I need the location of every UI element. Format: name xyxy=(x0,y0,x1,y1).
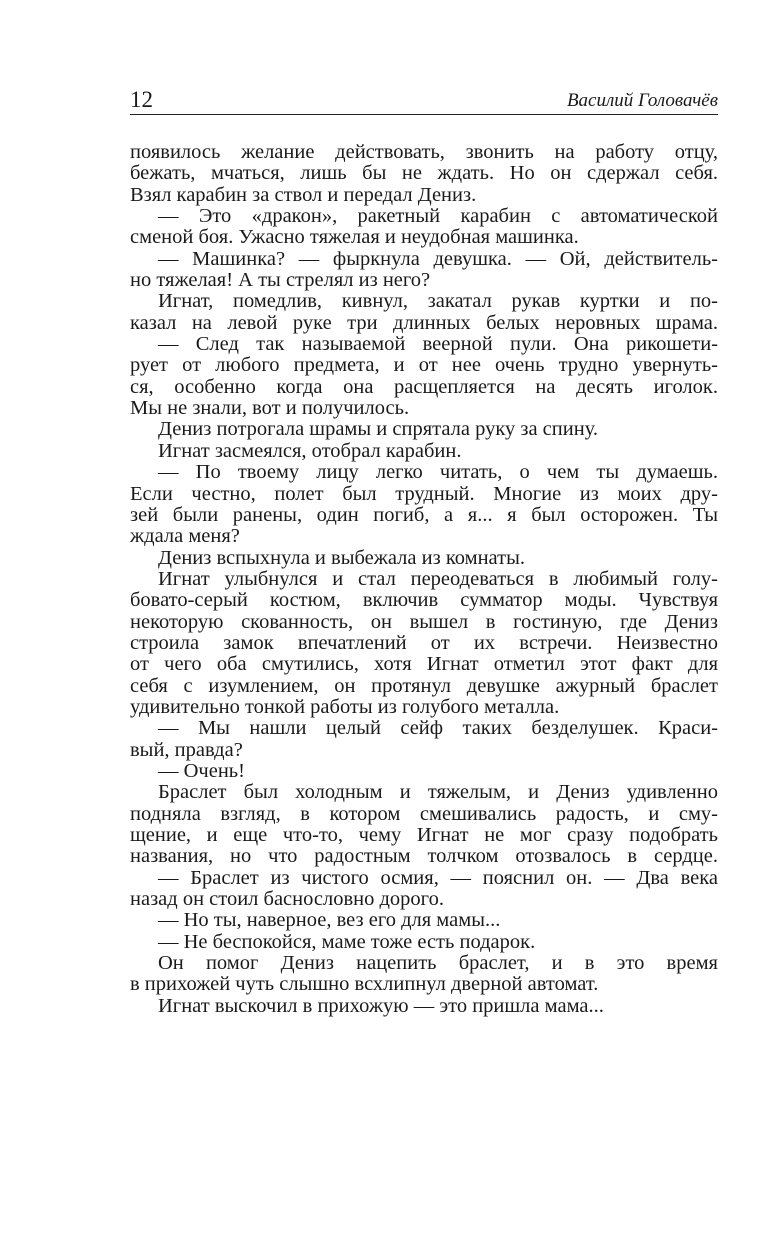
text-line: от чего оба смутились, хотя Игнат отметил этот факт для xyxy=(130,653,718,676)
text-line: вый, правда? xyxy=(130,738,243,761)
text-line: появилось желание действовать, звонить на работу отцу, xyxy=(130,141,718,163)
text-line: некоторую скованность, он вышел в гостиную, где Дениз xyxy=(130,610,718,633)
text-line: Игнат выскочил в прихожую — это пришла мама... xyxy=(158,994,604,1017)
text-line: Взял карабин за ствол и передал Дениз. xyxy=(130,183,477,206)
text-line: ся, особенно когда она расщепляется на десять иголок. xyxy=(130,375,718,398)
text-line: Он помог Дениз нацепить браслет, и в это время xyxy=(158,952,718,975)
text-line: — След так называемой веерной пули. Она рикошети- xyxy=(158,333,718,356)
text-line: — Не беспокойся, маме тоже есть подарок. xyxy=(158,930,536,953)
text-line: названия, но что радостным толчком отозвалось в сердце. xyxy=(130,845,718,868)
text-line: — Очень! xyxy=(158,759,245,782)
text-line: Если честно, полет был трудный. Многие из моих дру- xyxy=(130,482,718,505)
text-line: ждала меня? xyxy=(130,525,240,548)
text-line: казал на левой руке три длинных белых неровных шрама. xyxy=(130,311,718,334)
running-header xyxy=(130,86,718,115)
text-line: — По твоему лицу легко читать, о чем ты думаешь. xyxy=(158,461,718,484)
text-line: Браслет был холодным и тяжелым, и Дениз удивленно xyxy=(158,781,718,804)
text-line: зей были ранены, один погиб, а я... я был осторожен. Ты xyxy=(130,503,718,526)
page-number: 12 xyxy=(130,87,153,112)
running-head-author: Василий Головачёв xyxy=(566,90,718,111)
text-line: Игнат засмеялся, отобрал карабин. xyxy=(158,439,462,462)
text-line: — Машинка? — фыркнула девушка. — Ой, действитель- xyxy=(158,247,718,270)
text-line: — Мы нашли целый сейф таких безделушек. Краси- xyxy=(158,717,718,740)
text-line: себя с изумлением, он протянул девушке ажурный браслет xyxy=(130,674,718,697)
text-line: подняла взгляд, в котором смешивались радость, и сму- xyxy=(130,802,718,825)
text-line: рует от любого предмета, и от нее очень трудно увернуть- xyxy=(130,354,718,377)
text-line: строила замок впечатлений от их встречи. Неизвестно xyxy=(130,631,718,654)
text-line: Мы не знали, вот и получилось. xyxy=(130,397,410,420)
text-line: назад он стоил баснословно дорого. xyxy=(130,888,444,911)
text-line: в прихожей чуть слышно всхлипнул дверной автомат. xyxy=(130,973,599,996)
text-line: бовато-серый костюм, включив сумматор моды. Чувствуя xyxy=(130,589,718,612)
page-body-text xyxy=(130,142,718,1017)
text-line: но тяжелая! А ты стрелял из него? xyxy=(130,269,431,292)
text-line: Дениз потрогала шрамы и спрятала руку за спину. xyxy=(158,418,599,441)
text-line: бежать, мчаться, лишь бы не ждать. Но он сдержал себя. xyxy=(130,162,718,185)
text-line: удивительно тонкой работы из голубого металла. xyxy=(130,695,560,718)
text-line: — Это «дракон», ракетный карабин с автоматической xyxy=(158,205,718,228)
text-line: сменой боя. Ужасно тяжелая и неудобная машинка. xyxy=(130,226,579,249)
text-line: Игнат, помедлив, кивнул, закатал рукав куртки и по- xyxy=(158,290,718,313)
text-line: — Браслет из чистого осмия, — пояснил он. — Два века xyxy=(158,866,718,889)
text-line: щение, и еще что-то, чему Игнат не мог сразу подобрать xyxy=(130,824,718,846)
text-line: Дениз вспыхнула и выбежала из комнаты. xyxy=(158,546,525,569)
text-line: Игнат улыбнулся и стал переодеваться в любимый голу- xyxy=(158,567,718,590)
text-line: — Но ты, наверное, вез его для мамы... xyxy=(158,909,501,932)
